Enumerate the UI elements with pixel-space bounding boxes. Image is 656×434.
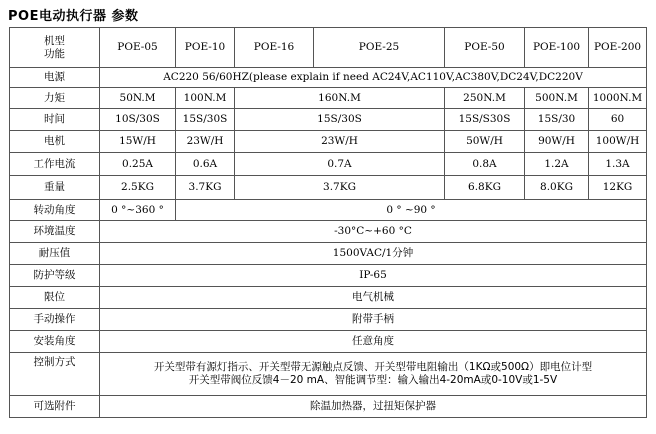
page-title: POE电动执行器 参数 — [8, 9, 139, 24]
power-value: AC220 56/60HZ(please explain if need AC24V,AC110V,AC380V,DC24V,DC220V — [100, 68, 647, 88]
model-header: POE-10 — [176, 28, 235, 68]
limit-value: 电气机械 — [100, 287, 647, 309]
torque-value: 50N.M — [100, 88, 176, 109]
time-value: 15S/30S — [176, 109, 235, 131]
table-row-control — [10, 353, 647, 396]
row-label-accessories: 可选附件 — [10, 396, 100, 418]
model-header: POE-50 — [445, 28, 525, 68]
table-row-weight — [10, 176, 647, 200]
current-value: 0.7A — [235, 153, 445, 176]
rotation-value-first: 0 °~360 ° — [100, 200, 176, 221]
row-label-ambient: 环境温度 — [10, 221, 100, 243]
row-label-motor: 电机 — [10, 131, 100, 153]
motor-value: 50W/H — [445, 131, 525, 153]
motor-value: 100W/H — [589, 131, 647, 153]
table-row-power — [10, 68, 647, 88]
model-header: POE-16 — [235, 28, 314, 68]
withstand-value: 1500VAC/1分钟 — [100, 243, 647, 265]
table-row-motor — [10, 131, 647, 153]
row-label-time: 时间 — [10, 109, 100, 131]
weight-value: 3.7KG — [235, 176, 445, 200]
table-row-current — [10, 153, 647, 176]
model-header: POE-100 — [525, 28, 589, 68]
row-label-weight: 重量 — [10, 176, 100, 200]
ambient-value: -30°C~+60 °C — [100, 221, 647, 243]
torque-value: 250N.M — [445, 88, 525, 109]
row-label-protection: 防护等级 — [10, 265, 100, 287]
table-row-mounting — [10, 331, 647, 353]
weight-value: 12KG — [589, 176, 647, 200]
table-row-accessories — [10, 396, 647, 418]
current-value: 0.25A — [100, 153, 176, 176]
table-row-torque — [10, 88, 647, 109]
time-value: 15S/S30S — [445, 109, 525, 131]
table-row-header — [10, 28, 647, 68]
torque-value: 100N.M — [176, 88, 235, 109]
table-row-time — [10, 109, 647, 131]
motor-value: 23W/H — [176, 131, 235, 153]
model-header: POE-25 — [314, 28, 445, 68]
torque-value: 1000N.M — [589, 88, 647, 109]
control-line-2: 开关型带阀位反馈4－20 mA、智能调节型：输入输出4-20mA或0-10V或1-5V — [188, 374, 558, 386]
row-label-rotation: 转动角度 — [10, 200, 100, 221]
row-label-limit: 限位 — [10, 287, 100, 309]
header-label-cell — [10, 28, 100, 68]
table-row-ambient — [10, 221, 647, 243]
row-label-control: 控制方式 — [10, 353, 100, 396]
current-value: 1.2A — [525, 153, 589, 176]
spec-table — [9, 27, 647, 418]
time-value: 10S/30S — [100, 109, 176, 131]
torque-value: 500N.M — [525, 88, 589, 109]
weight-value: 8.0KG — [525, 176, 589, 200]
current-value: 1.3A — [589, 153, 647, 176]
torque-value: 160N.M — [235, 88, 445, 109]
protection-value: IP-65 — [100, 265, 647, 287]
table-row-rotation — [10, 200, 647, 221]
header-label-function: 功能 — [44, 47, 65, 60]
current-value: 0.8A — [445, 153, 525, 176]
row-label-current: 工作电流 — [10, 153, 100, 176]
time-value: 15S/30S — [235, 109, 445, 131]
motor-value: 90W/H — [525, 131, 589, 153]
manual-value: 附带手柄 — [100, 309, 647, 331]
row-label-mounting: 安装角度 — [10, 331, 100, 353]
table-row-withstand — [10, 243, 647, 265]
row-label-withstand: 耐压值 — [10, 243, 100, 265]
motor-value: 15W/H — [100, 131, 176, 153]
mounting-value: 任意角度 — [100, 331, 647, 353]
row-label-manual: 手动操作 — [10, 309, 100, 331]
model-header: POE-05 — [100, 28, 176, 68]
current-value: 0.6A — [176, 153, 235, 176]
control-value — [100, 353, 647, 396]
weight-value: 2.5KG — [100, 176, 176, 200]
accessories-value: 除温加热器，过扭矩保护器 — [100, 396, 647, 418]
time-value: 60 — [589, 109, 647, 131]
motor-value: 23W/H — [235, 131, 445, 153]
time-value: 15S/30 — [525, 109, 589, 131]
rotation-value-rest: 0 ° ~90 ° — [176, 200, 647, 221]
weight-value: 3.7KG — [176, 176, 235, 200]
model-header: POE-200 — [589, 28, 647, 68]
row-label-torque: 力矩 — [10, 88, 100, 109]
table-row-protection — [10, 265, 647, 287]
row-label-power: 电源 — [10, 68, 100, 88]
weight-value: 6.8KG — [445, 176, 525, 200]
header-label-model: 机型 — [44, 34, 65, 47]
table-row-limit — [10, 287, 647, 309]
table-row-manual — [10, 309, 647, 331]
control-line-1: 开关型带有源灯指示、开关型带无源触点反馈、开关型带电阻输出（1KΩ或500Ω）即电位计型 — [153, 361, 593, 373]
